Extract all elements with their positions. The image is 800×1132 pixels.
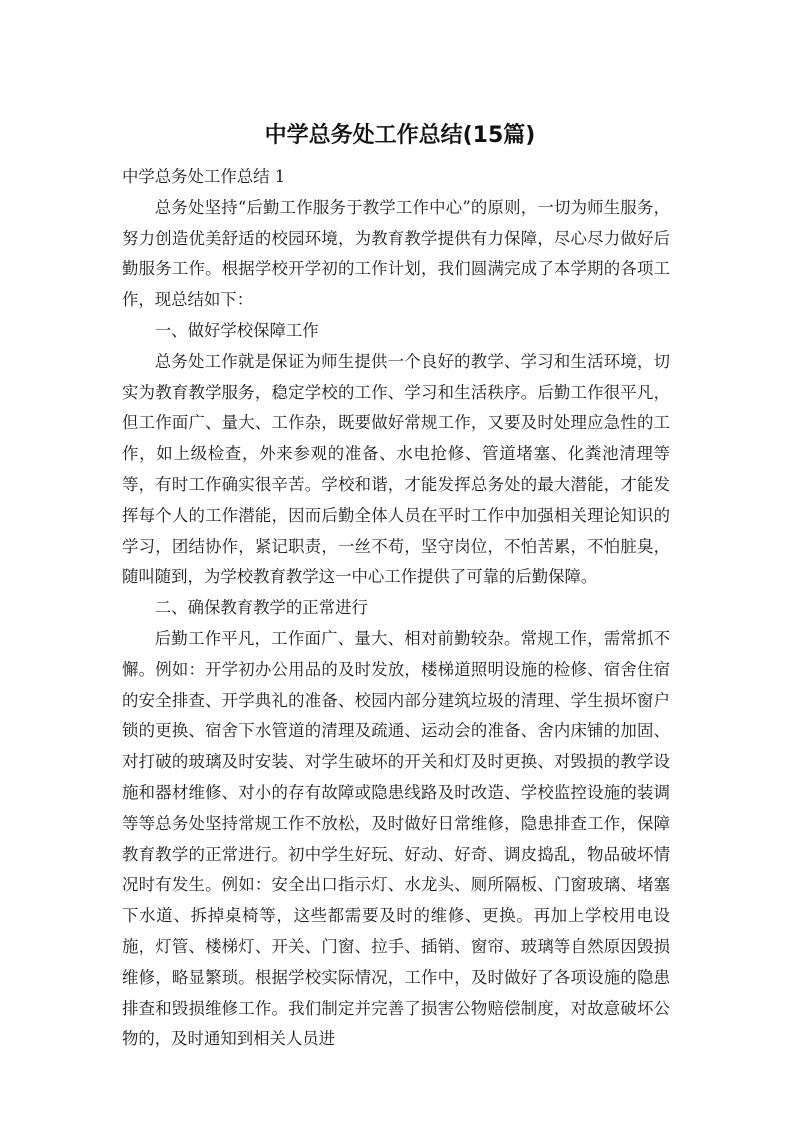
document-title: 中学总务处工作总结(15篇): [264, 123, 536, 148]
section-heading: 中学总务处工作总结 1: [122, 167, 286, 186]
paragraph-guarantee-work: 总务处工作就是保证为师生提供一个良好的教学、学习和生活环境，切实为教育教学服务，稳定学校的工作、学习和生活秩序。后勤工作很平凡，但工作面广、量大、工作杂，既要做好常规工作，又要及时处理应急性的工作，如上级检查，外来参观的准备、水电抢修、管道堵塞、化粪池清理等等，有时工作确实很辛苦。学校和谐，才能发挥总务处的最大潜能，才能发挥每个人的工作潜能，因而后勤全体人员在平时工作中加强相关理论知识的学习，团结协作，紧记职责，一丝不苟，坚守岗位，不怕苦累，不怕脏臭，随叫随到，为学校教育教学这一中心工作提供了可靠的后勤保障。: [122, 351, 670, 587]
paragraph-normal-operation: 后勤工作平凡，工作面广、量大、相对前勤较杂。常规工作，需常抓不懈。例如：开学初办公用品的及时发放，楼梯道照明设施的检修、宿舍住宿的安全排查、开学典礼的准备、校园内部分建筑垃圾的清理、学生损坏窗户锁的更换、宿舍下水管道的清理及疏通、运动会的准备、舍内床铺的加固、对打破的玻璃及时安装、对学生破坏的开关和灯及时更换、对毁损的教学设施和器材维修、对小的存有故障或隐患线路及时改造、学校监控设施的装调等等总务处坚持常规工作不放松，及时做好日常维修，隐患排查工作，保障教育教学的正常进行。初中学生好玩、好动、好奇、调皮捣乱，物品破坏情况时有发生。例如：安全出口指示灯、水龙头、厕所隔板、门窗玻璃、堵塞下水道、拆掉桌椅等，这些都需要及时的维修、更换。再加上学校用电设施，灯管、楼梯灯、开关、门窗、拉手、插销、窗帘、玻璃等自然原因毁损维修，略显繁琐。根据学校实际情况，工作中，及时做好了各项设施的隐患排查和毁损维修工作。我们制定并完善了损害公物赔偿制度，对故意破坏公物的，及时通知到相关人员进: [122, 628, 670, 1049]
document-body: [122, 162, 670, 1055]
subheading-2: 二、确保教育教学的正常进行: [154, 598, 368, 618]
subheading-1: 一、做好学校保障工作: [154, 320, 319, 340]
paragraph-intro: 总务处坚持“后勤工作服务于教学工作中心”的原则，一切为师生服务，努力创造优美舒适的校园环境，为教育教学提供有力保障，尽心尽力做好后勤服务工作。根据学校开学初的工作计划，我们圆满完成了本学期的各项工作，现总结如下：: [122, 197, 670, 310]
